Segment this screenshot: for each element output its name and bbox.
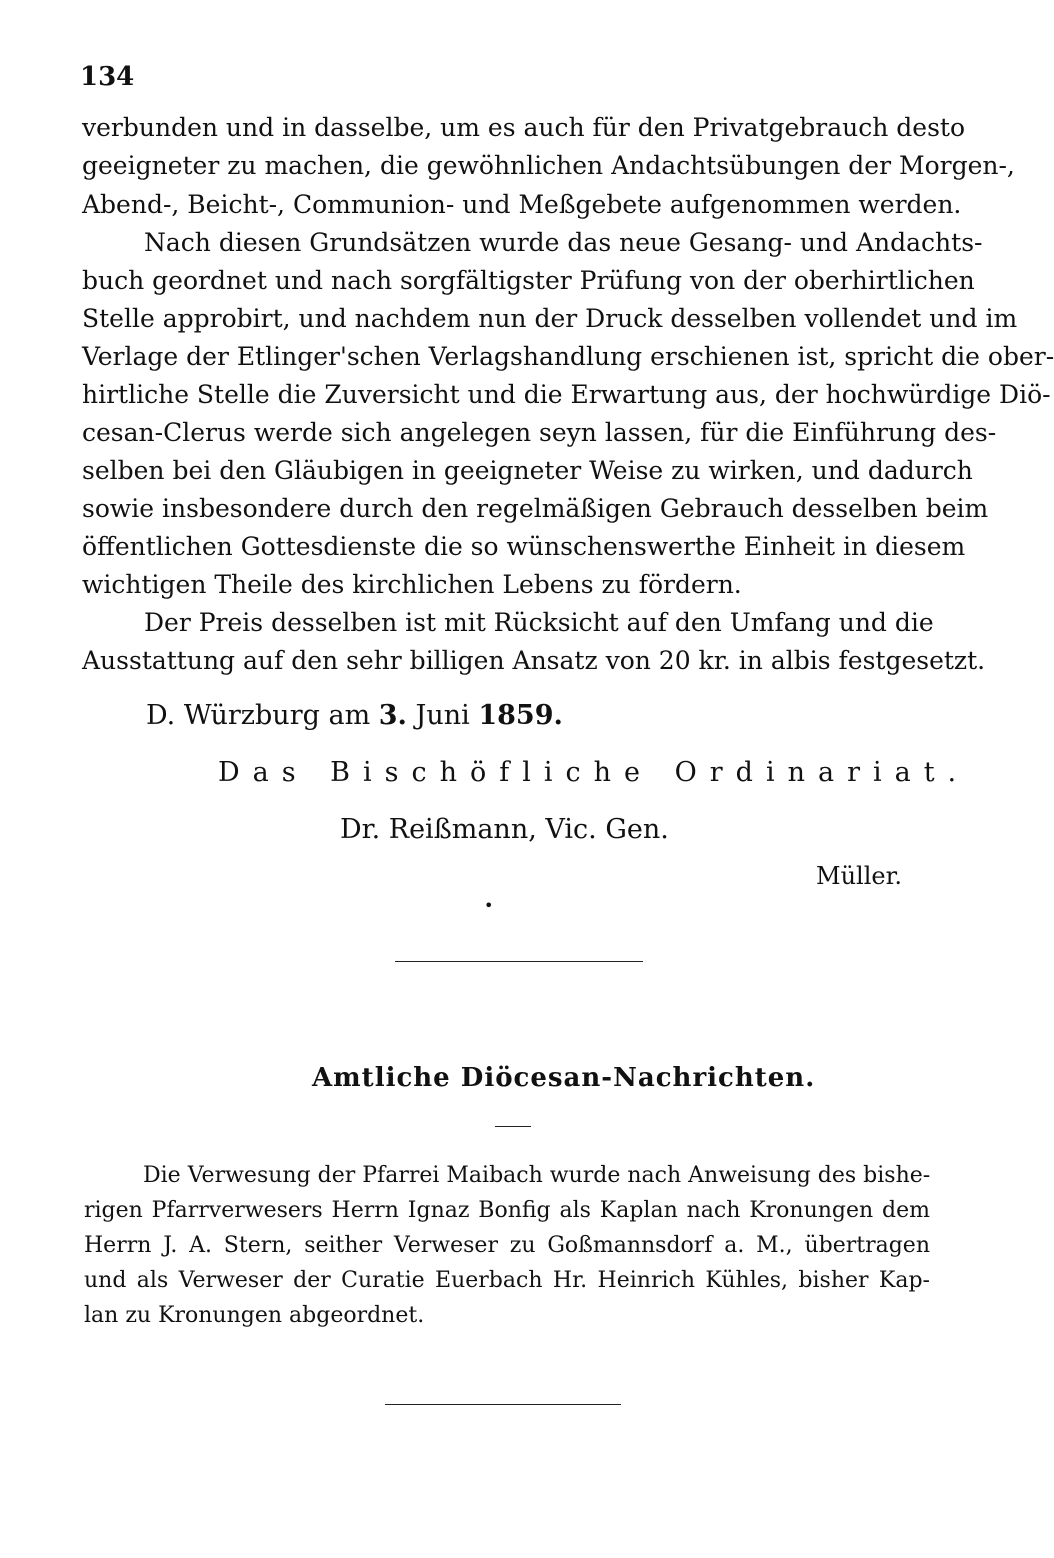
stray-mark: • — [484, 896, 494, 915]
section-title: Amtliche Diöcesan-Nachrichten. — [312, 1063, 816, 1093]
body-line: Der Preis desselben ist mit Rücksicht auf den Umfang und die — [144, 608, 934, 637]
issuing-authority: Das Bischöfliche Ordinariat. — [218, 757, 970, 788]
date-day: 3. — [378, 700, 407, 731]
body-line: öffentlichen Gottesdienste die so wünschenswerthe Einheit in diesem — [82, 532, 966, 561]
body-line: Verlage der Etlinger'schen Verlagshandlung erschienen ist, spricht die ober- — [82, 342, 1054, 371]
dateline-prefix: D. Würzburg am — [146, 700, 379, 731]
section-line: Die Verwesung der Pfarrei Maibach wurde nach Anweisung des bishe- — [143, 1163, 931, 1188]
dateline — [146, 700, 563, 731]
section-line: lan zu Kronungen abgeordnet. — [84, 1303, 425, 1328]
body-line: Abend-, Beicht-, Communion- und Meßgebete aufgenommen werden. — [82, 190, 962, 219]
body-line: selben bei den Gläubigen in geeigneter Weise zu wirken, und dadurch — [82, 456, 973, 485]
body-line: Stelle approbirt, und nachdem nun der Druck desselben vollendet und im — [82, 304, 1018, 333]
body-line: wichtigen Theile des kirchlichen Lebens zu fördern. — [82, 570, 742, 599]
section-line: und als Verweser der Curatie Euerbach Hr. Heinrich Kühles, bisher Kap- — [84, 1268, 930, 1293]
body-line: sowie insbesondere durch den regelmäßigen Gebrauch desselben beim — [82, 494, 989, 523]
body-line: buch geordnet und nach sorgfältigster Prüfung von der oberhirtlichen — [82, 266, 975, 295]
section-line: rigen Pfarrverwesers Herrn Ignaz Bonfig als Kaplan nach Kronungen dem — [84, 1198, 930, 1223]
page-number: 134 — [80, 62, 135, 92]
title-underline — [495, 1126, 531, 1127]
body-line: Nach diesen Grundsätzen wurde das neue Gesang- und Andachts- — [144, 228, 983, 257]
body-line: Ausstattung auf den sehr billigen Ansatz von 20 kr. in albis festgesetzt. — [82, 646, 986, 675]
secretary-signature: Müller. — [816, 862, 903, 890]
end-divider — [385, 1404, 621, 1405]
section-line: Herrn J. A. Stern, seither Verweser zu Goßmannsdorf a. M., übertragen — [84, 1233, 930, 1258]
date-month: Juni — [406, 700, 479, 731]
date-year: 1859. — [478, 700, 563, 731]
section-divider — [395, 961, 643, 962]
vicar-general-signature: Dr. Reißmann, Vic. Gen. — [340, 814, 669, 845]
body-line: verbunden und in dasselbe, um es auch für den Privatgebrauch desto — [82, 113, 966, 142]
body-line: hirtliche Stelle die Zuversicht und die Erwartung aus, der hochwürdige Diö- — [82, 380, 1051, 409]
body-line: cesan-Clerus werde sich angelegen seyn lassen, für die Einführung des- — [82, 418, 997, 447]
body-line: geeigneter zu machen, die gewöhnlichen Andachtsübungen der Morgen-, — [82, 151, 1015, 180]
